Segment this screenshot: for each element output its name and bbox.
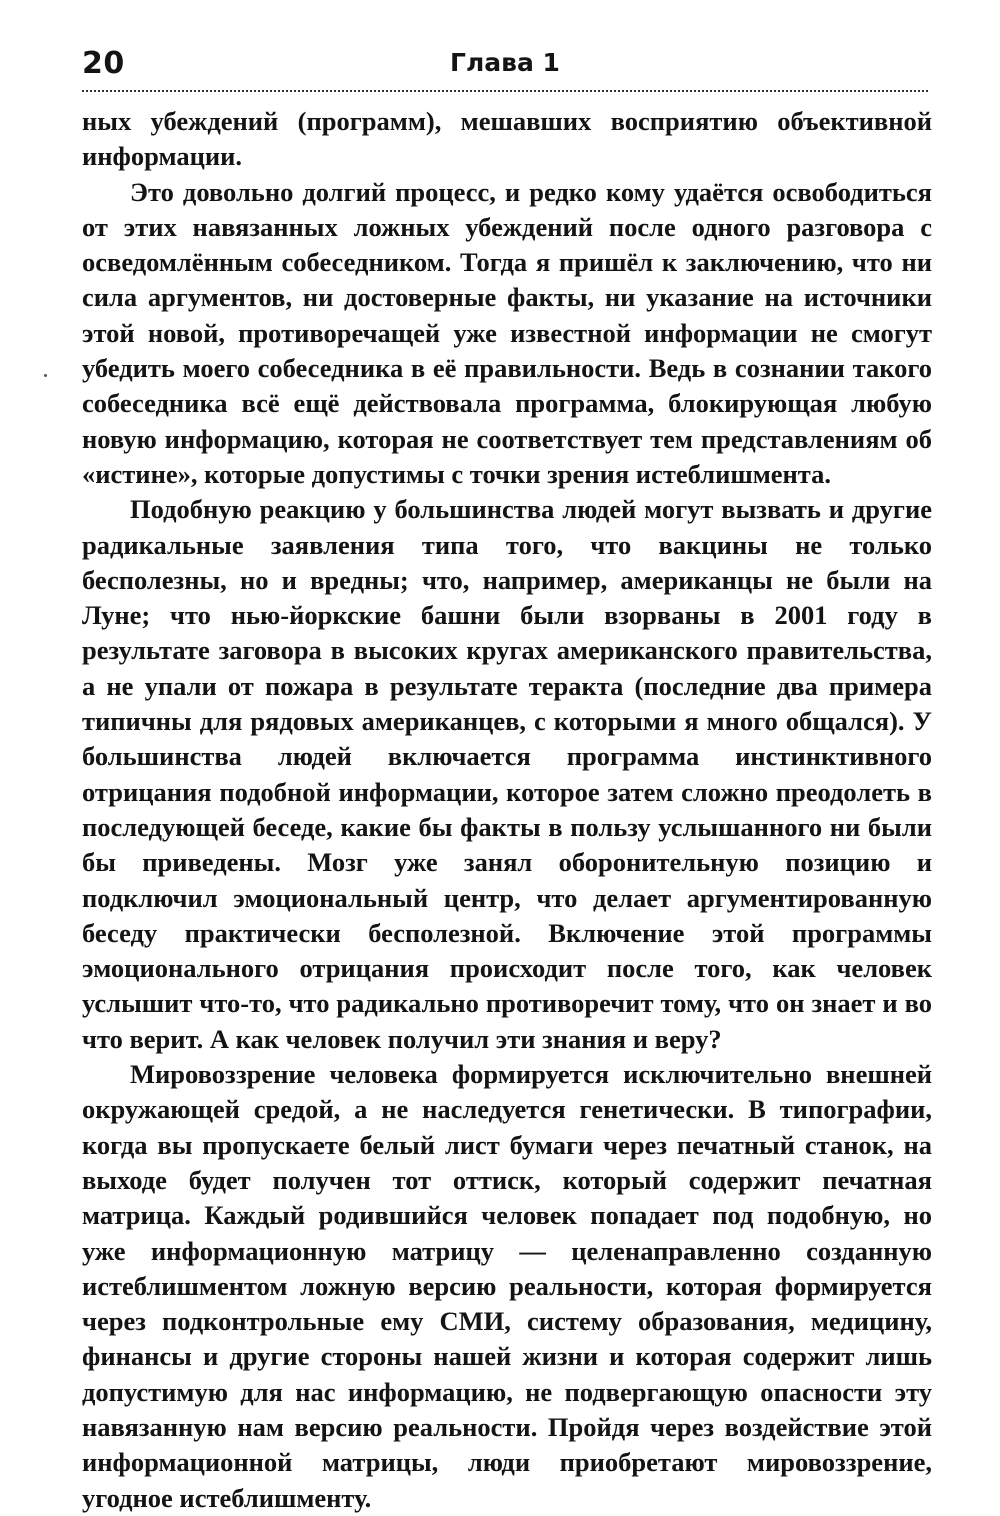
chapter-running-head: Глава 1: [450, 48, 560, 77]
body-text: [82, 104, 932, 1516]
paragraph: Подобную реакцию у большинства людей могут вызвать и другие радикальные заявления типа того, что вакцины не только бесполезны, но и вредны; что, например, американцы не были на Луне; что нью-йоркские башни были взорваны в 2001 году в результате заговора в высоких кругах американского правительства, а не упали от пожара в результате теракта (последние два примера типичны для рядовых американцев, с которыми я много общался). У большинства людей включается программа инстинктивного отрицания подобной информации, которое затем сложно преодолеть в последующей беседе, какие бы факты в пользу услышанного ни были бы приведены. Мозг уже занял оборонительную позицию и подключил эмоциональный центр, что делает аргументированную беседу практически бесполезной. Включение этой программы эмоционального отрицания происходит после того, как человек услышит что-то, что радикально противоречит тому, что он знает и во что верит. А как человек получил эти знания и веру?: [82, 494, 932, 1054]
paragraph: Это довольно долгий процесс, и редко кому удаётся освободиться от этих навязанных ложных убеждений после одного разговора с осведомлённым собеседником. Тогда я пришёл к заключению, что ни сила аргументов, ни достоверные факты, ни указание на источники этой новой, противоречащей уже известной информации не смогут убедить моего собеседника в её правильности. Ведь в сознании такого собеседника всё ещё действовала программа, блокирующая любую новую информацию, которая не соответствует тем представлениям об «истине», которые допустимы с точки зрения истеблишмента.: [82, 176, 932, 489]
paragraph-continuation: ных убеждений (программ), мешавших восприятию объективной информации.: [82, 106, 932, 172]
page-number: 20: [82, 46, 125, 81]
page-header: [82, 38, 928, 92]
paragraph: Мировоззрение человека формируется исключительно внешней окружающей средой, а не наследуется генетически. В типографии, когда вы пропускаете белый лист бумаги через печатный станок, на выходе будет получен тот оттиск, который содержит печатная матрица. Каждый родившийся человек попадает под подобную, но уже информационную матрицу — целенаправленно созданную истеблишментом ложную версию реальности, которая формируется через подконтрольные ему СМИ, систему образования, медицину, финансы и другие стороны нашей жизни и которая содержит лишь допустимую для нас информацию, не подвергающую опасности эту навязанную нам версию реальности. Пройдя через воздействие этой информационной матрицы, люди приобретают мировоззрение, угодное истеблишменту.: [82, 1059, 932, 1513]
print-speck: [44, 374, 47, 377]
